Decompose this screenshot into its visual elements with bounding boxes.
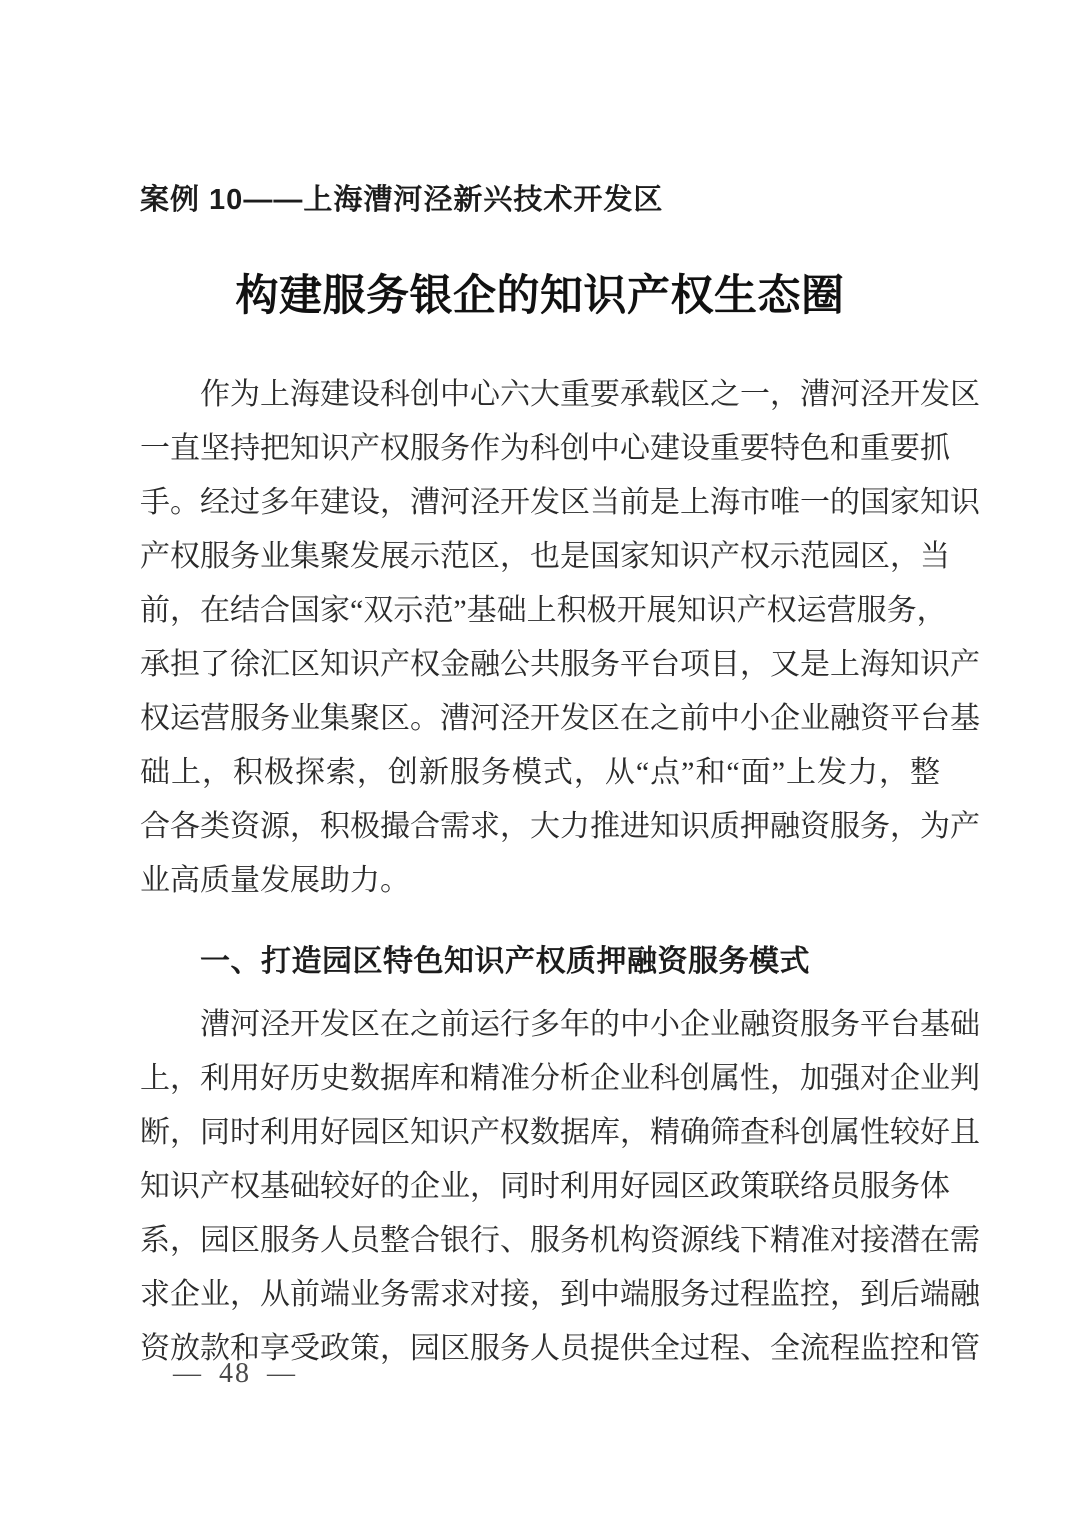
paragraph-1-line: 合各类资源，积极撮合需求，大力推进知识质押融资服务，为产: [140, 810, 980, 843]
paragraph-2-line: 漕河泾开发区在之前运行多年的中小企业融资服务平台基础: [200, 1008, 980, 1041]
case-header: 案例 10——上海漕河泾新兴技术开发区: [140, 184, 664, 216]
paragraph-2-line: 上，利用好历史数据库和精准分析企业科创属性，加强对企业判: [140, 1062, 980, 1095]
document-content: [140, 0, 980, 1376]
paragraph-2-line: 知识产权基础较好的企业，同时利用好园区政策联络员服务体: [140, 1170, 950, 1203]
footer-dash-right: —: [267, 1358, 297, 1389]
paragraph-2-line: 系，园区服务人员整合银行、服务机构资源线下精准对接潜在需: [140, 1224, 980, 1257]
page-number: 48: [219, 1358, 251, 1389]
paragraph-2-line: 断，同时利用好园区知识产权数据库，精确筛查科创属性较好且: [140, 1116, 980, 1149]
paragraph-2-line: 求企业，从前端业务需求对接，到中端服务过程监控，到后端融: [140, 1278, 980, 1311]
page-title: 构建服务银企的知识产权生态圈: [235, 273, 845, 320]
paragraph-1-line: 前，在结合国家“双示范”基础上积极开展知识产权运营服务，: [140, 594, 947, 627]
paragraph-1-line: 手。经过多年建设，漕河泾开发区当前是上海市唯一的国家知识: [140, 486, 980, 519]
paragraph-2-line: 资放款和享受政策，园区服务人员提供全过程、全流程监控和管: [140, 1332, 980, 1365]
paragraph-1: [140, 368, 980, 908]
paragraph-1-line: 作为上海建设科创中心六大重要承载区之一，漕河泾开发区: [200, 378, 980, 411]
page-footer: [165, 1358, 305, 1390]
section-heading-1: 一、打造园区特色知识产权质押融资服务模式: [200, 945, 810, 978]
paragraph-2: [140, 998, 980, 1376]
paragraph-1-line: 产权服务业集聚发展示范区，也是国家知识产权示范园区，当: [140, 540, 950, 573]
paragraph-1-line: 承担了徐汇区知识产权金融公共服务平台项目，又是上海知识产: [140, 648, 980, 681]
paragraph-1-line: 一直坚持把知识产权服务作为科创中心建设重要特色和重要抓: [140, 432, 950, 465]
footer-dash-left: —: [173, 1358, 203, 1389]
paragraph-1-line: 础上，积极探索，创新服务模式，从“点”和“面”上发力，整: [140, 756, 940, 789]
paragraph-1-line: 业高质量发展助力。: [140, 864, 410, 897]
paragraph-1-line: 权运营服务业集聚区。漕河泾开发区在之前中小企业融资平台基: [140, 702, 980, 735]
